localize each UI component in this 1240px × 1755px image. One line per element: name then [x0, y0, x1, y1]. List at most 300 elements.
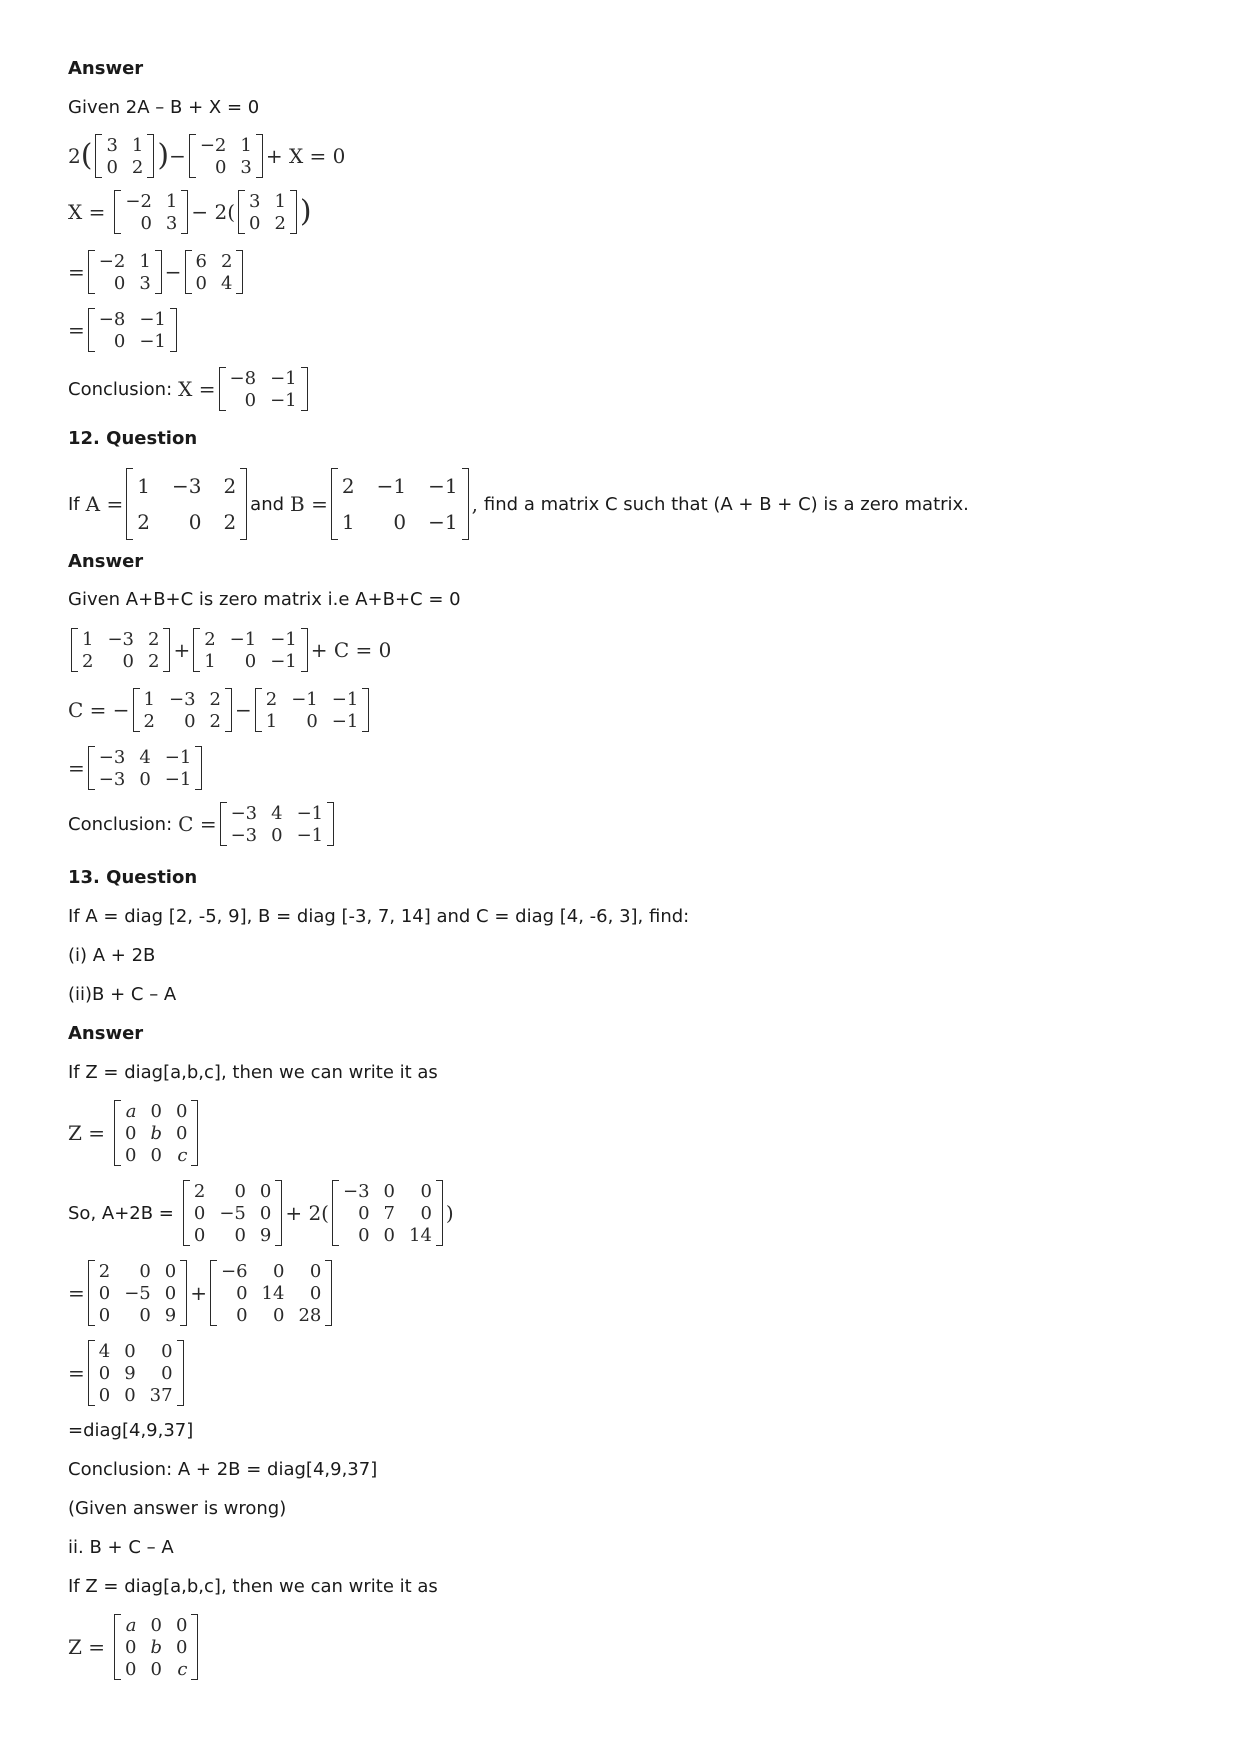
- left-bracket: [238, 190, 245, 234]
- matrix-cell: 2: [204, 628, 216, 650]
- matrix-cell: −5: [219, 1202, 246, 1224]
- matrix-cell: 2: [341, 474, 355, 498]
- matrix-cell: −1: [139, 330, 166, 352]
- matrix-cell: 0: [244, 389, 257, 411]
- left-bracket: [126, 468, 133, 540]
- matrix-cell: −1: [164, 746, 192, 768]
- matrix-cell: −1: [428, 474, 458, 498]
- close-paren: ): [445, 1201, 454, 1225]
- matrix-cell: −1: [270, 650, 297, 672]
- lhs: C = −: [68, 698, 130, 722]
- matrix-cell: 0: [113, 272, 126, 294]
- right-bracket: [301, 628, 308, 672]
- matrix-cell: 0: [309, 1260, 322, 1282]
- matrix-cell: 0: [195, 272, 207, 294]
- matrix: [189, 134, 263, 178]
- left-bracket: [255, 688, 262, 732]
- left-bracket: [114, 1100, 121, 1166]
- left-bracket: [220, 802, 227, 846]
- matrix-cell: −1: [164, 768, 192, 790]
- right-bracket: [225, 688, 232, 732]
- matrix-cell: 2: [223, 510, 237, 534]
- matrix-cell: 0: [164, 1282, 177, 1304]
- open-paren: (: [80, 138, 93, 173]
- matrix-cell: −1: [229, 628, 257, 650]
- question-heading: 12. Question: [68, 428, 198, 449]
- right-bracket: [191, 1100, 198, 1166]
- matrix-cell: 0: [176, 1100, 188, 1122]
- equation-tail: + X = 0: [265, 144, 346, 168]
- matrix: [332, 1180, 443, 1246]
- matrix: [114, 1100, 198, 1166]
- right-bracket: [240, 468, 247, 540]
- matrix-grid: [338, 468, 462, 540]
- matrix-cell: 0: [420, 1202, 432, 1224]
- right-bracket: [290, 190, 297, 234]
- matrix-cell: 3: [165, 212, 178, 234]
- matrix-cell: −3: [230, 824, 258, 846]
- equation-line: [68, 1614, 201, 1680]
- matrix-cell: −1: [270, 389, 297, 411]
- question-part: (ii)B + C – A: [68, 984, 177, 1005]
- matrix-cell: 4: [139, 746, 151, 768]
- equation-line: [68, 628, 391, 672]
- left-bracket: [114, 190, 121, 234]
- matrix-cell: −1: [428, 510, 458, 534]
- matrix: [220, 802, 335, 846]
- equation-line: [68, 250, 246, 294]
- matrix-cell: 0: [161, 1340, 173, 1362]
- matrix-cell: 0: [236, 1282, 248, 1304]
- matrix-cell: 3: [240, 156, 252, 178]
- matrix-cell: 0: [150, 1144, 162, 1166]
- equation-line: [68, 746, 205, 790]
- right-bracket: [325, 1260, 332, 1326]
- matrix-cell: 2: [220, 250, 233, 272]
- matrix-cell: c: [177, 1144, 188, 1166]
- question-and: and: [250, 493, 285, 515]
- matrix: [183, 1180, 282, 1246]
- matrix-grid: [200, 628, 301, 672]
- matrix-cell: −6: [220, 1260, 248, 1282]
- matrix-cell: 9: [124, 1362, 136, 1384]
- matrix-label: A =: [85, 492, 124, 516]
- matrix-cell: 14: [261, 1282, 285, 1304]
- operator: −: [235, 698, 252, 722]
- matrix-cell: 0: [176, 1636, 188, 1658]
- matrix-cell: 1: [82, 628, 94, 650]
- equals: =: [68, 756, 85, 780]
- matrix-cell: 0: [98, 1362, 111, 1384]
- matrix: [95, 134, 154, 178]
- matrix-cell: a: [125, 1100, 137, 1122]
- operator: +: [173, 638, 191, 662]
- matrix: [133, 688, 232, 732]
- matrix: [331, 468, 469, 540]
- matrix-cell: 0: [259, 1202, 272, 1224]
- matrix-cell: 0: [150, 1614, 162, 1636]
- matrix-cell: −1: [291, 688, 318, 710]
- matrix-cell: 0: [98, 1282, 111, 1304]
- matrix: [238, 190, 297, 234]
- matrix-cell: 0: [125, 1658, 137, 1680]
- answer-text: =diag[4,9,37]: [68, 1420, 194, 1441]
- right-bracket: [256, 134, 263, 178]
- matrix-cell: −1: [139, 308, 166, 330]
- right-bracket: [301, 367, 308, 411]
- matrix-cell: −3: [98, 768, 126, 790]
- matrix-cell: 0: [193, 1202, 206, 1224]
- equation-tail: + C = 0: [310, 638, 392, 662]
- right-bracket: [163, 628, 170, 672]
- left-bracket: [210, 1260, 217, 1326]
- left-bracket: [88, 1260, 95, 1326]
- left-bracket: [88, 746, 95, 790]
- matrix-grid: [217, 1260, 325, 1326]
- matrix-cell: 1: [240, 134, 252, 156]
- matrix-cell: 0: [214, 156, 227, 178]
- matrix-cell: 2: [82, 650, 94, 672]
- matrix-cell: c: [177, 1658, 188, 1680]
- matrix-cell: 1: [131, 134, 144, 156]
- equation-line: [68, 308, 180, 352]
- matrix-cell: −1: [376, 474, 407, 498]
- matrix: [88, 1340, 184, 1406]
- matrix-cell: 0: [113, 330, 126, 352]
- right-bracket: [436, 1180, 443, 1246]
- matrix-cell: −8: [98, 308, 126, 330]
- equals: =: [68, 318, 85, 342]
- matrix-cell: −3: [107, 628, 134, 650]
- matrix-cell: 2: [98, 1260, 111, 1282]
- matrix-cell: 1: [137, 474, 150, 498]
- matrix-cell: 0: [184, 710, 196, 732]
- matrix: [255, 688, 370, 732]
- matrix-cell: −1: [270, 367, 297, 389]
- matrix-grid: [262, 688, 363, 732]
- matrix-cell: 1: [274, 190, 286, 212]
- matrix-cell: 1: [265, 710, 278, 732]
- right-bracket: [362, 688, 369, 732]
- matrix-cell: 0: [420, 1180, 432, 1202]
- matrix: [88, 746, 203, 790]
- conclusion-line: [68, 802, 337, 846]
- left-bracket: [95, 134, 102, 178]
- question-text: If A = diag [2, -5, 9], B = diag [-3, 7, 14] and C = diag [4, -6, 3], find:: [68, 906, 690, 927]
- matrix-cell: 3: [139, 272, 151, 294]
- note-text: (Given answer is wrong): [68, 1498, 287, 1519]
- matrix-cell: −2: [98, 250, 126, 272]
- question-heading: 13. Question: [68, 867, 198, 888]
- right-bracket: [155, 250, 162, 294]
- matrix: [193, 628, 308, 672]
- matrix-grid: [95, 250, 155, 294]
- matrix-cell: 0: [139, 1304, 151, 1326]
- left-bracket: [133, 688, 140, 732]
- matrix-cell: 0: [125, 1636, 137, 1658]
- equation-line: [68, 1260, 335, 1326]
- left-bracket: [185, 250, 192, 294]
- matrix: [114, 1614, 198, 1680]
- matrix-cell: 1: [204, 650, 216, 672]
- matrix-cell: 0: [125, 1144, 137, 1166]
- matrix-cell: 2: [209, 688, 221, 710]
- matrix-cell: −1: [331, 688, 359, 710]
- operator: − 2(: [191, 200, 236, 224]
- operator: −: [164, 260, 182, 284]
- matrix-cell: 0: [272, 1260, 285, 1282]
- matrix-label: B =: [290, 492, 328, 516]
- matrix-cell: 0: [358, 1224, 370, 1246]
- right-bracket: [177, 1340, 184, 1406]
- matrix-cell: 0: [139, 768, 151, 790]
- matrix-cell: 3: [106, 134, 118, 156]
- matrix-cell: 1: [341, 510, 355, 534]
- equation-line: [68, 1340, 187, 1406]
- matrix-cell: a: [125, 1614, 137, 1636]
- coefficient: 2: [68, 144, 81, 168]
- matrix-grid: [121, 190, 181, 234]
- equals: =: [68, 1281, 85, 1305]
- matrix-cell: 2: [143, 710, 155, 732]
- question-part: (i) A + 2B: [68, 945, 156, 966]
- matrix-grid: [121, 1100, 191, 1166]
- matrix-cell: 37: [149, 1384, 173, 1406]
- right-bracket: [180, 1260, 187, 1326]
- matrix-cell: 0: [259, 1180, 272, 1202]
- matrix-cell: 2: [148, 650, 160, 672]
- equation-line: [68, 1180, 454, 1246]
- matrix-cell: 6: [195, 250, 207, 272]
- matrix-cell: 0: [140, 212, 152, 234]
- left-bracket: [71, 628, 78, 672]
- matrix-cell: 4: [98, 1340, 111, 1362]
- matrix-cell: 0: [98, 1384, 111, 1406]
- matrix-grid: [140, 688, 225, 732]
- matrix-grid: [192, 250, 237, 294]
- operator: −: [169, 144, 186, 168]
- matrix-cell: 0: [176, 1614, 188, 1636]
- equals: =: [68, 260, 85, 284]
- matrix-cell: −1: [296, 802, 324, 824]
- equation-line: [68, 190, 312, 234]
- matrix-cell: −5: [124, 1282, 151, 1304]
- matrix-cell: 0: [309, 1282, 322, 1304]
- matrix-cell: b: [150, 1122, 162, 1144]
- lhs: So, A+2B =: [68, 1202, 174, 1224]
- matrix-cell: 14: [409, 1224, 432, 1246]
- matrix-cell: 0: [193, 1224, 206, 1246]
- matrix: [185, 250, 244, 294]
- matrix: [88, 1260, 187, 1326]
- answer-heading: Answer: [68, 551, 144, 572]
- matrix-cell: 0: [161, 1362, 173, 1384]
- matrix: [88, 250, 162, 294]
- right-bracket: [327, 802, 334, 846]
- lhs: X =: [68, 200, 106, 224]
- matrix-cell: −2: [199, 134, 227, 156]
- matrix-cell: 0: [164, 1260, 177, 1282]
- operator: + 2(: [285, 1201, 329, 1225]
- right-bracket: [181, 190, 188, 234]
- matrix-grid: [121, 1614, 191, 1680]
- matrix-cell: 0: [244, 650, 257, 672]
- left-bracket: [332, 1180, 339, 1246]
- matrix-cell: 0: [176, 1122, 188, 1144]
- matrix-cell: 28: [298, 1304, 322, 1326]
- equation-line: [68, 134, 345, 178]
- matrix: [114, 190, 188, 234]
- question-if: If: [68, 493, 80, 515]
- matrix-cell: −1: [296, 824, 324, 846]
- given-statement: Given 2A – B + X = 0: [68, 97, 260, 118]
- matrix-cell: 0: [393, 510, 407, 534]
- matrix-cell: 4: [220, 272, 233, 294]
- matrix-cell: 0: [150, 1100, 162, 1122]
- conclusion-label: Conclusion:: [68, 378, 173, 400]
- question-text: [68, 468, 969, 540]
- matrix-cell: 0: [383, 1224, 395, 1246]
- equals: =: [68, 1361, 85, 1385]
- matrix-grid: [78, 628, 163, 672]
- matrix-cell: 1: [143, 688, 155, 710]
- matrix-grid: [95, 746, 196, 790]
- left-bracket: [219, 367, 226, 411]
- matrix-cell: 0: [124, 1384, 136, 1406]
- matrix-cell: b: [150, 1636, 162, 1658]
- matrix-cell: 0: [188, 510, 202, 534]
- matrix-cell: 2: [265, 688, 278, 710]
- matrix-cell: 0: [236, 1304, 248, 1326]
- matrix-cell: −3: [169, 688, 196, 710]
- matrix-cell: 2: [209, 710, 221, 732]
- matrix-cell: 0: [306, 710, 318, 732]
- left-bracket: [114, 1614, 121, 1680]
- equation-line: [68, 688, 372, 732]
- matrix-cell: 0: [249, 212, 261, 234]
- matrix: [126, 468, 247, 540]
- answer-heading: Answer: [68, 1023, 144, 1044]
- matrix-cell: 0: [124, 1340, 136, 1362]
- right-bracket: [147, 134, 154, 178]
- matrix-cell: 0: [98, 1304, 111, 1326]
- matrix-cell: 1: [165, 190, 178, 212]
- answer-heading: Answer: [68, 58, 144, 79]
- matrix-grid: [226, 367, 301, 411]
- conclusion-line: Conclusion: A + 2B = diag[4,9,37]: [68, 1459, 378, 1480]
- matrix-grid: [245, 190, 290, 234]
- left-bracket: [189, 134, 196, 178]
- matrix-grid: [133, 468, 240, 540]
- matrix-cell: 2: [137, 510, 150, 534]
- equation-line: [68, 1100, 201, 1166]
- question-rest: find a matrix C such that (A + B + C) is a zero matrix.: [483, 493, 969, 515]
- matrix-grid: [95, 1340, 177, 1406]
- matrix-cell: −3: [98, 746, 126, 768]
- matrix-grid: [196, 134, 256, 178]
- matrix-cell: 0: [106, 156, 118, 178]
- matrix-cell: 9: [164, 1304, 177, 1326]
- matrix-cell: −3: [171, 474, 202, 498]
- matrix-grid: [102, 134, 147, 178]
- matrix-grid: [95, 1260, 180, 1326]
- right-bracket: [236, 250, 243, 294]
- operator: +: [190, 1281, 207, 1305]
- right-bracket: [191, 1614, 198, 1680]
- conclusion-label: Conclusion:: [68, 813, 173, 835]
- matrix-cell: 9: [259, 1224, 272, 1246]
- matrix-cell: 0: [139, 1260, 151, 1282]
- left-bracket: [88, 308, 95, 352]
- matrix-cell: 4: [271, 802, 283, 824]
- left-bracket: [88, 250, 95, 294]
- left-bracket: [193, 628, 200, 672]
- matrix-cell: 2: [148, 628, 160, 650]
- matrix-cell: 0: [125, 1122, 137, 1144]
- matrix-cell: 0: [122, 650, 134, 672]
- right-bracket: [462, 468, 469, 540]
- matrix-cell: −2: [125, 190, 152, 212]
- right-bracket: [170, 308, 177, 352]
- conclusion-line: [68, 367, 311, 411]
- left-bracket: [183, 1180, 190, 1246]
- matrix: [88, 308, 177, 352]
- matrix-cell: −8: [229, 367, 257, 389]
- matrix-cell: 3: [249, 190, 261, 212]
- right-bracket: [275, 1180, 282, 1246]
- matrix-cell: 0: [383, 1180, 395, 1202]
- matrix-grid: [227, 802, 328, 846]
- comma: ,: [471, 492, 478, 516]
- matrix-cell: 2: [274, 212, 286, 234]
- right-bracket: [195, 746, 202, 790]
- left-bracket: [88, 1340, 95, 1406]
- left-bracket: [331, 468, 338, 540]
- matrix-cell: 0: [150, 1658, 162, 1680]
- matrix-cell: 0: [234, 1224, 246, 1246]
- lhs: Z =: [68, 1635, 106, 1659]
- matrix-cell: 2: [193, 1180, 206, 1202]
- close-paren: ): [299, 194, 312, 229]
- matrix-cell: 7: [383, 1202, 395, 1224]
- matrix-cell: 2: [223, 474, 237, 498]
- matrix-cell: 0: [358, 1202, 370, 1224]
- matrix-grid: [95, 308, 170, 352]
- matrix-cell: −3: [230, 802, 258, 824]
- answer-text: If Z = diag[a,b,c], then we can write it as: [68, 1576, 438, 1597]
- close-paren: ): [157, 138, 170, 173]
- lhs: Z =: [68, 1121, 106, 1145]
- matrix-cell: 0: [234, 1180, 246, 1202]
- matrix-grid: [339, 1180, 436, 1246]
- matrix-cell: −3: [343, 1180, 370, 1202]
- matrix: [219, 367, 308, 411]
- matrix-cell: 2: [131, 156, 144, 178]
- answer-text: If Z = diag[a,b,c], then we can write it as: [68, 1062, 438, 1083]
- matrix: [210, 1260, 332, 1326]
- part-heading: ii. B + C – A: [68, 1537, 174, 1558]
- matrix-cell: 0: [272, 1304, 285, 1326]
- matrix: [71, 628, 170, 672]
- lhs: C =: [178, 812, 217, 836]
- matrix-grid: [190, 1180, 275, 1246]
- given-statement: Given A+B+C is zero matrix i.e A+B+C = 0: [68, 589, 461, 610]
- matrix-cell: 1: [139, 250, 151, 272]
- matrix-cell: −1: [270, 628, 297, 650]
- matrix-cell: 0: [271, 824, 283, 846]
- matrix-cell: −1: [331, 710, 359, 732]
- lhs: X =: [178, 377, 216, 401]
